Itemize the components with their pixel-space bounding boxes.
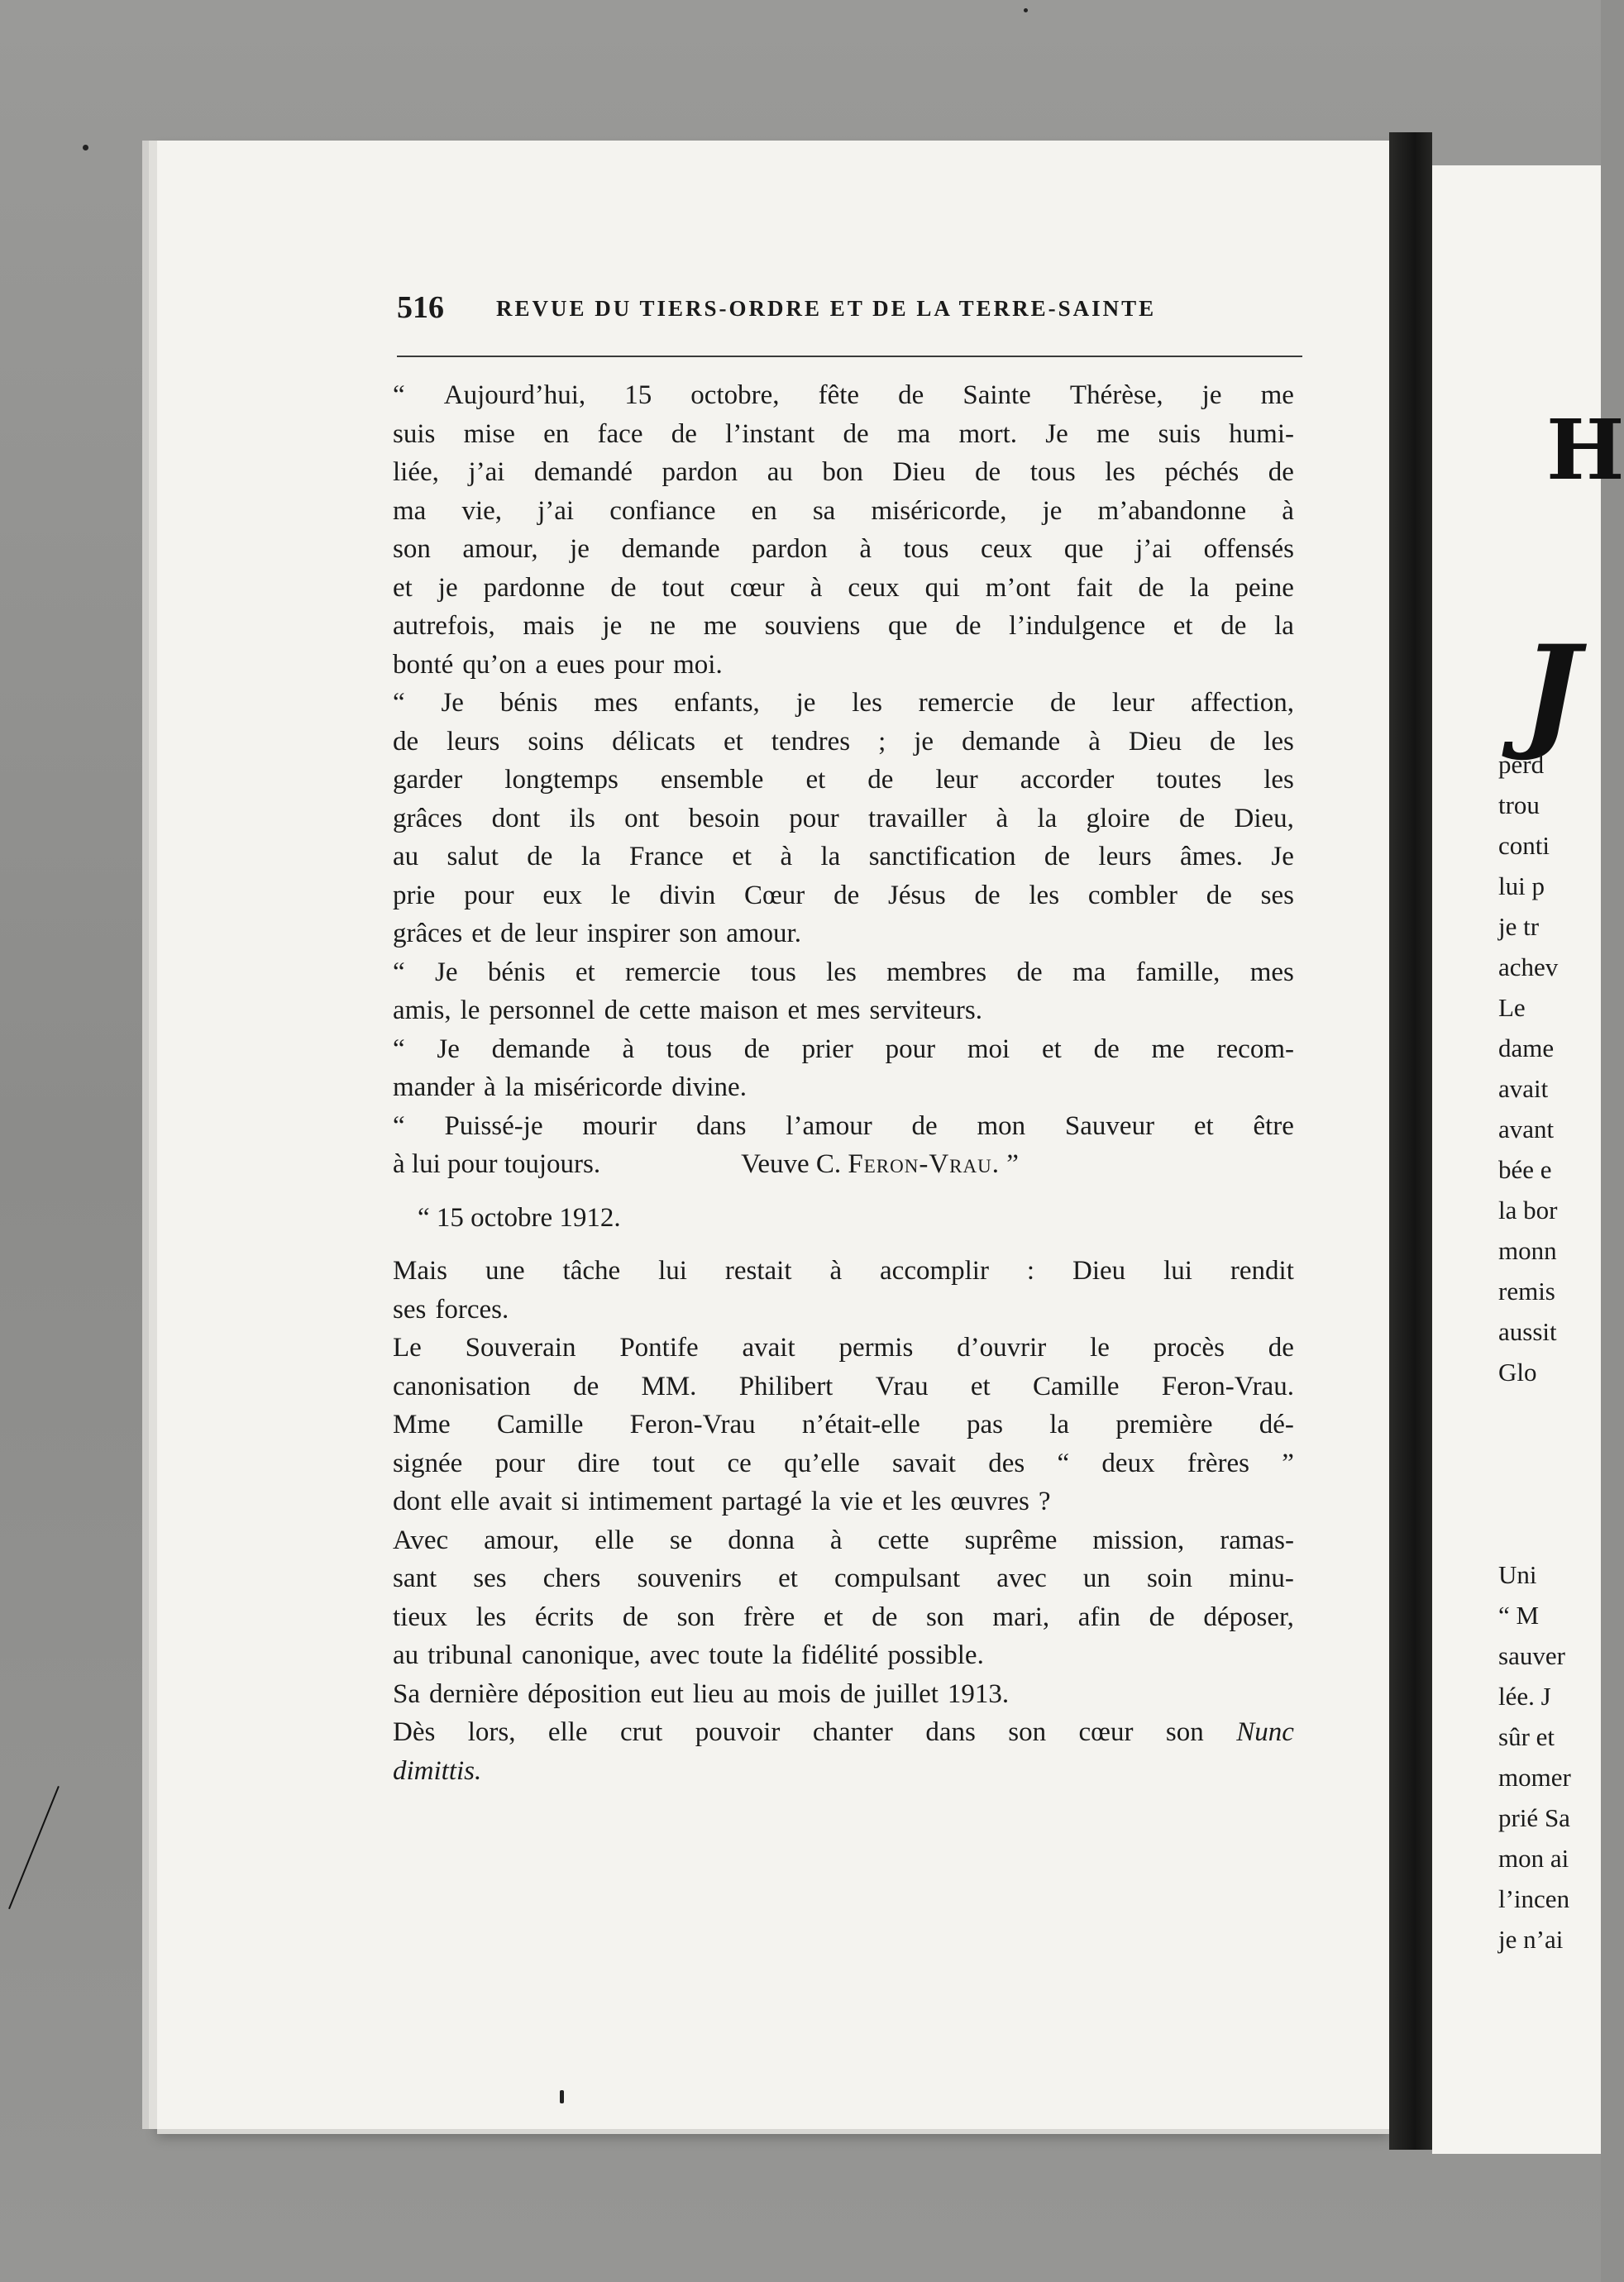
text-line: suis mise en face de l’instant de ma mort. Je me suis humi-: [393, 418, 1294, 449]
page-header: [397, 289, 1306, 331]
text-line: au tribunal canonique, avec toute la fidélité possible.: [393, 1640, 984, 1670]
right-page-line: avant: [1498, 1115, 1555, 1143]
signature: Veuve C. Feron-Vrau. ”: [741, 1149, 1019, 1179]
dust-speck: [1024, 8, 1028, 12]
text-line: canonisation de MM. Philibert Vrau et Camille Feron-Vrau.: [393, 1371, 1294, 1401]
text-line: son amour, je demande pardon à tous ceux que j’ai offensés: [393, 534, 1294, 564]
right-page-line: je tr: [1498, 912, 1540, 941]
right-page-line: aussit: [1498, 1317, 1557, 1346]
right-page-line: la bor: [1498, 1196, 1558, 1225]
right-page-line: sûr et: [1498, 1722, 1555, 1751]
text-line: Mais une tâche lui restait à accomplir : Dieu lui rendit: [393, 1256, 1294, 1286]
body-text: [393, 376, 1294, 1790]
text-line: “ Je bénis mes enfants, je les remercie de leur affection,: [393, 688, 1294, 718]
nunc-dimittis: dimittis.: [393, 1755, 482, 1786]
text-line: grâces et de leur inspirer son amour.: [393, 919, 801, 948]
running-title: REVUE DU TIERS-ORDRE ET DE LA TERRE-SAINTE: [496, 296, 1157, 321]
text-line: Le Souverain Pontife avait permis d’ouvrir le procès de: [393, 1333, 1294, 1363]
text-line: “ Je bénis et remercie tous les membres de ma famille, mes: [393, 957, 1294, 987]
right-page-line: avait: [1498, 1074, 1549, 1103]
right-page-text-fragments: [1498, 744, 1606, 1392]
nunc-word: Nunc: [1236, 1717, 1294, 1747]
right-page-heading-letter: H: [1546, 401, 1624, 499]
text-line: bonté qu’on a eues pour moi.: [393, 649, 723, 680]
book-gutter: [1389, 132, 1432, 2150]
right-page-line: prié Sa: [1498, 1803, 1570, 1832]
text-line: “ Aujourd’hui, 15 octobre, fête de Sainte Thérèse, je me: [393, 380, 1294, 410]
text-line: et je pardonne de tout cœur à ceux qui m’ont fait de la peine: [393, 572, 1294, 603]
right-page-line: trou: [1498, 790, 1540, 819]
final-line: [393, 1752, 1294, 1791]
right-page-line: lée. J: [1498, 1682, 1551, 1711]
text-line: ma vie, j’ai confiance en sa miséricorde, je m’abandonne à: [393, 495, 1294, 526]
right-page-line: lui p: [1498, 871, 1545, 900]
signature-text: à lui pour toujours.: [393, 1149, 601, 1179]
dust-speck: [560, 2090, 564, 2103]
text-line: tieux les écrits de son frère et de son mari, afin de déposer,: [393, 1602, 1294, 1632]
right-page-text-fragments-2: [1498, 1554, 1606, 1960]
right-page-line: sauver: [1498, 1641, 1565, 1670]
text-line: grâces dont ils ont besoin pour travailler à la gloire de Dieu,: [393, 803, 1294, 833]
text-line: au salut de la France et à la sanctification de leurs âmes. Je: [393, 842, 1294, 871]
text-line: ses forces.: [393, 1294, 509, 1325]
right-page-line: monn: [1498, 1236, 1557, 1265]
date-line: “ 15 octobre 1912.: [418, 1202, 621, 1233]
right-page-line: remis: [1498, 1277, 1555, 1306]
text-line: amis, le personnel de cette maison et mes serviteurs.: [393, 995, 983, 1025]
text-line: Avec amour, elle se donna à cette suprême mission, ramas-: [393, 1525, 1294, 1555]
right-page-line: perd: [1498, 750, 1545, 779]
signature-line: [393, 1145, 1294, 1184]
text-line: Mme Camille Feron-Vrau n’était-elle pas la première dé-: [393, 1410, 1294, 1439]
closing-quote: ”: [1006, 1149, 1019, 1179]
text-line: mander à la miséricorde divine.: [393, 1072, 747, 1102]
right-page-line: je n’ai: [1498, 1925, 1564, 1954]
right-page-line: Uni: [1498, 1560, 1537, 1589]
text-line: “ Je demande à tous de prier pour moi et de me recom-: [393, 1034, 1294, 1064]
right-page-line: Le: [1498, 993, 1526, 1022]
text-line: Dès lors, elle crut pouvoir chanter dans son cœur son Nunc: [393, 1713, 1294, 1752]
text-line: liée, j’ai demandé pardon au bon Dieu de tous les péchés de: [393, 457, 1294, 487]
page-number: 516: [397, 290, 444, 325]
right-page-line: bée e: [1498, 1155, 1552, 1184]
right-page-line: Glo: [1498, 1358, 1537, 1387]
header-rule: [397, 356, 1302, 357]
right-page-drop-initial: J: [1521, 618, 1580, 764]
text-line: sant ses chers souvenirs et compulsant avec un soin minu-: [393, 1564, 1294, 1593]
text-line: autrefois, mais je ne me souviens que de l’indulgence et de la: [393, 611, 1294, 641]
right-page-line: l’incen: [1498, 1884, 1570, 1913]
text-line: “ Puissé-je mourir dans l’amour de mon Sauveur et être: [393, 1110, 1294, 1141]
text-line: dont elle avait si intimement partagé la vie et les œuvres ?: [393, 1487, 1051, 1516]
signature-name: Feron-Vrau.: [848, 1149, 1000, 1179]
right-page-line: “ M: [1498, 1601, 1540, 1630]
right-page-line: achev: [1498, 952, 1559, 981]
right-page-line: momer: [1498, 1763, 1571, 1792]
text-line: Sa dernière déposition eut lieu au mois de juillet 1913.: [393, 1678, 1010, 1709]
right-page-line: dame: [1498, 1034, 1555, 1062]
text-line: de leurs soins délicats et tendres ; je demande à Dieu de les: [393, 726, 1294, 757]
testament-paragraphs: [393, 376, 1294, 1145]
right-page-line: conti: [1498, 831, 1550, 860]
text-line: garder longtemps ensemble et de leur accorder toutes les: [393, 765, 1294, 795]
dust-speck: [83, 145, 88, 150]
text-line: signée pour dire tout ce qu’elle savait des “ deux frères ”: [393, 1448, 1294, 1478]
narrative-paragraphs: [393, 1252, 1294, 1752]
right-page-line: mon ai: [1498, 1844, 1569, 1873]
text-line: prie pour eux le divin Cœur de Jésus de les combler de ses: [393, 880, 1294, 910]
